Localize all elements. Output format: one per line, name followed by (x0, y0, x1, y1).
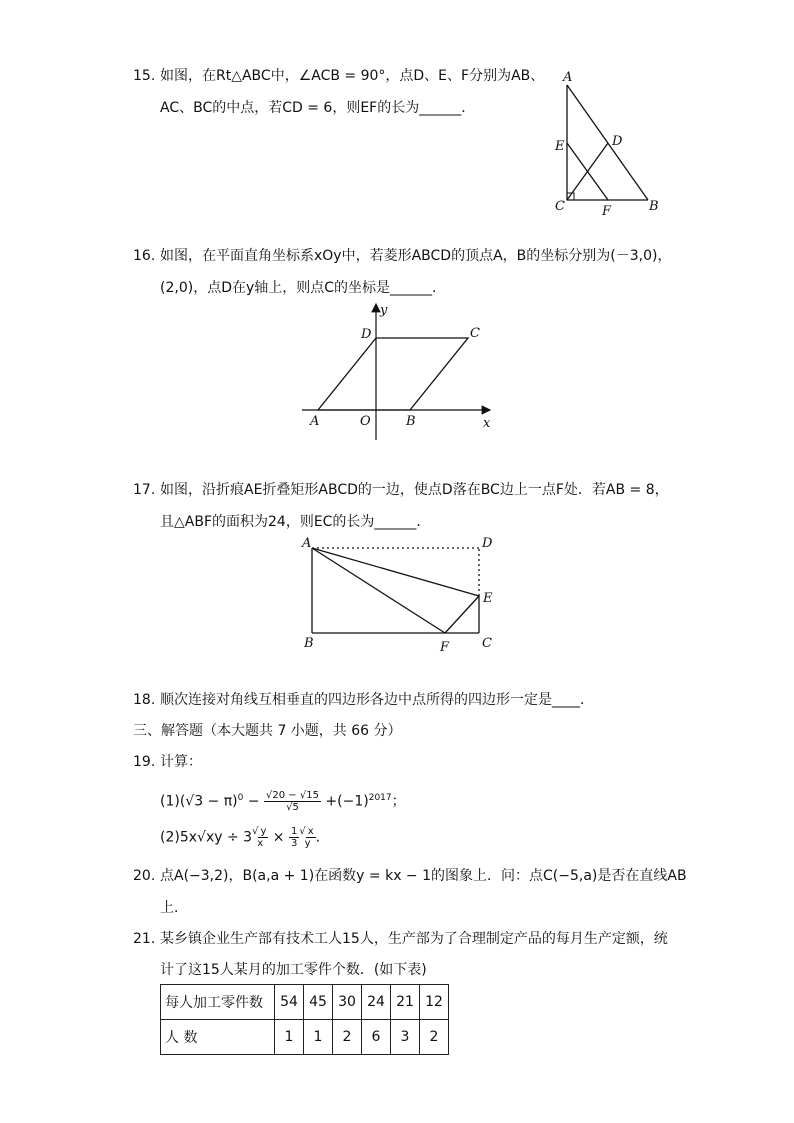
q20-text-line2: 上． (160, 900, 188, 916)
q15-number: 15. (133, 68, 156, 84)
q19-p2-f2-den: 3 (291, 838, 298, 849)
q19-p2-fraction3: √ x y (299, 826, 314, 849)
q21-text-line1: 某乡镇企业生产部有技术工人15人，生产部为了合理制定产品的每月生产定额，统 (160, 931, 668, 947)
q21-table (160, 984, 449, 1055)
table-cell: 2 (420, 1020, 449, 1055)
table-row (161, 1020, 449, 1055)
q17-label-D: D (482, 536, 493, 551)
q16-label-x: x (483, 416, 491, 431)
q19-p1-exp: 0 (237, 793, 244, 803)
table-cell: 45 (304, 985, 333, 1020)
q19-p1-exp2: 2017 (368, 793, 392, 803)
q21-text-line2: 计了这15人某月的加工零件个数．(如下表) (160, 962, 427, 978)
q17-label-B: B (304, 636, 314, 651)
q19-p2-fraction1: √ y x (252, 826, 267, 849)
table-row (161, 985, 449, 1020)
table-cell: 30 (333, 985, 362, 1020)
q18-text: 顺次连接对角线互相垂直的四边形各边中点所得的四边形一定是____． (160, 692, 594, 708)
table-cell: 6 (362, 1020, 391, 1055)
q15-label-E: E (555, 139, 565, 154)
q20-text-line1: 点A(−3,2)，B(a,a + 1)在函数y = kx − 1的图象上．问：点C(−5,a)是否在直线AB (160, 868, 687, 884)
q15-label-C: C (555, 199, 565, 214)
q19-p2-b: × (268, 829, 289, 846)
q17-text-line2: 且△ABF的面积为24，则EC的长为______． (160, 514, 431, 530)
q19-p2-f3-den: y (304, 838, 311, 849)
q19-p2-end: . (315, 829, 321, 846)
q16-label-y: y (380, 303, 388, 318)
q16-number: 16. (133, 248, 156, 264)
q19-p1-denominator: √5 (286, 802, 299, 814)
q19-p2-a: (2)5x√xy ÷ 3 (160, 829, 253, 846)
q17-number: 17. (133, 482, 156, 498)
q17-label-E: E (483, 591, 493, 606)
table-cell: 1 (304, 1020, 333, 1055)
q19-p1-prefix: (1)(√3 − π) (160, 793, 238, 810)
table-cell: 2 (333, 1020, 362, 1055)
q17-label-F: F (440, 640, 450, 655)
q15-label-A: A (563, 70, 573, 85)
q19-p2-f1-den: x (257, 838, 264, 849)
table-cell: 1 (275, 1020, 304, 1055)
q19-p2-f3-num: x (307, 826, 314, 837)
q19-p2-f1-num: y (260, 826, 267, 837)
q19-p2-fraction2 (289, 826, 299, 849)
q16-text-line1: 如图，在平面直角坐标系xOy中，若菱形ABCD的顶点A，B的坐标分别为(－3,0)， (160, 248, 672, 264)
q16-text-line2: (2,0)，点D在y轴上，则点C的坐标是______． (160, 280, 447, 296)
table-cell-header: 每人加工零件数 (161, 985, 275, 1020)
q19-part1 (160, 788, 406, 813)
section3-title: 三、解答题（本大题共 7 小题，共 66 分） (133, 723, 402, 739)
q19-text: 计算： (160, 754, 202, 770)
q15-label-B: B (649, 199, 659, 214)
q19-p1-minus: − (243, 793, 265, 810)
table-cell: 3 (391, 1020, 420, 1055)
q16-label-O: O (360, 414, 371, 429)
q17-label-C: C (482, 636, 492, 651)
table-cell-header: 人 数 (161, 1020, 275, 1055)
q15-text-line1: 如图，在Rt△ABC中，∠ACB = 90°，点D、E、F分别为AB、 (160, 68, 545, 84)
q19-p1-end: ； (391, 793, 406, 810)
q16-label-A: A (310, 414, 320, 429)
table-cell: 21 (391, 985, 420, 1020)
q19-p1-fraction (264, 790, 321, 813)
q15-label-F: F (602, 204, 612, 219)
q15-label-D: D (612, 134, 623, 149)
q16-label-B: B (406, 414, 416, 429)
q18-number: 18. (133, 692, 156, 708)
q16-label-C: C (470, 326, 480, 341)
q15-text-line2: AC、BC的中点，若CD = 6，则EF的长为______． (160, 100, 476, 116)
table-cell: 54 (275, 985, 304, 1020)
table-cell: 24 (362, 985, 391, 1020)
q17-text-line1: 如图，沿折痕AE折叠矩形ABCD的一边，使点D落在BC边上一点F处．若AB = 8， (160, 482, 669, 498)
q17-label-A: A (302, 536, 312, 551)
table-cell: 12 (420, 985, 449, 1020)
q19-part2 (160, 826, 320, 849)
q21-number: 21. (133, 931, 156, 947)
q19-p2-f2-num: 1 (291, 826, 298, 837)
q16-label-D: D (361, 327, 372, 342)
q19-number: 19. (133, 754, 156, 770)
q19-p1-mid: +(−1) (320, 793, 369, 810)
q20-number: 20. (133, 868, 156, 884)
q19-p1-numerator: √20 − √15 (266, 790, 319, 802)
